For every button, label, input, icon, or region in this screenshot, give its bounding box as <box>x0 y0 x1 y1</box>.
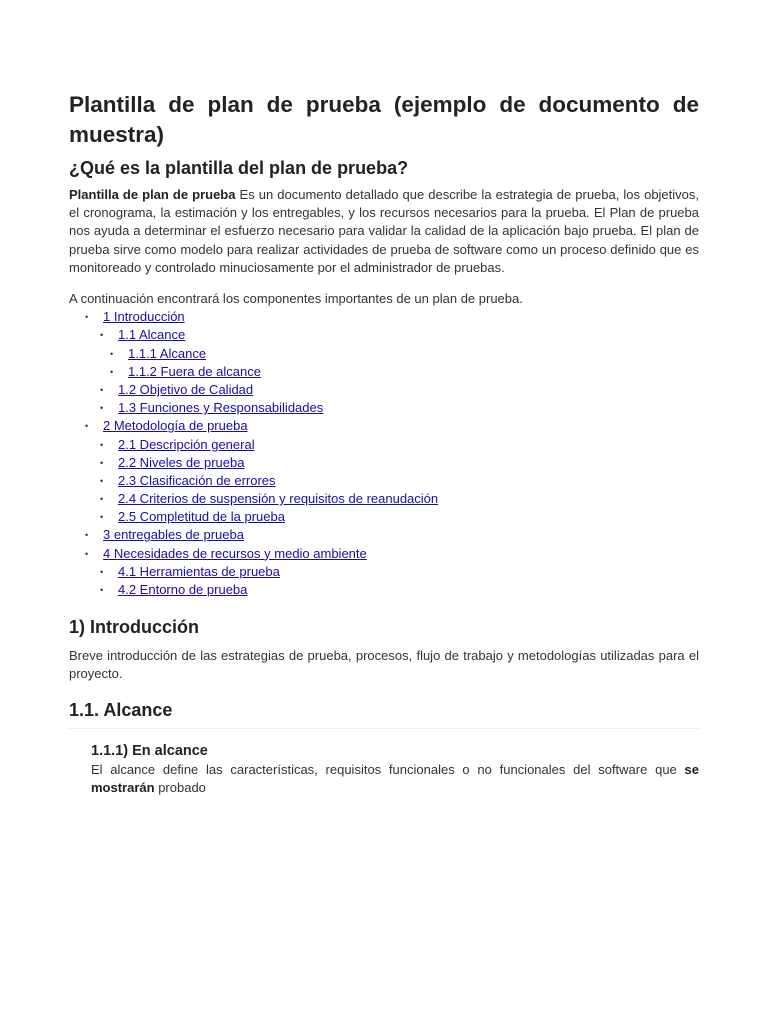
en-alcance-text-a: El alcance define las características, requisitos funcionales o no funcionales del software que <box>91 761 685 777</box>
toc-link-clasificacion-errores[interactable]: 2.3 Clasificación de errores <box>118 472 276 488</box>
intro-paragraph <box>69 186 699 277</box>
toc-item <box>69 326 699 344</box>
toc-link-necesidades-recursos[interactable]: 4 Necesidades de recursos y medio ambiente <box>103 545 367 561</box>
toc-item <box>69 345 699 363</box>
toc-link-objetivo-calidad[interactable]: 1.2 Objetivo de Calidad <box>118 381 254 397</box>
toc-link-alcance[interactable]: 1.1 Alcance <box>118 327 186 343</box>
intro-bold-term: Plantilla de plan de prueba <box>69 187 236 202</box>
section-heading-alcance: 1.1. Alcance <box>69 698 699 729</box>
section-heading-introduccion: 1) Introducción <box>69 617 199 638</box>
intro-text: Es un documento detallado que describe la estrategia de prueba, los objetivos, el cronograma, la estimación y los entregables, y los recursos necesarios para la prueba. El Plan de prueba nos ayuda a determinar el esfuerzo necesario para validar la calidad de la aplicación bajo prueba. El plan de prueba sirve como modelo para realizar actividades de prueba de software como un proceso definido que es monitoreado y controlado minuciosamente por el administrador de pruebas. <box>69 187 700 275</box>
toc-item <box>69 454 699 472</box>
toc-link-metodologia[interactable]: 2 Metodología de prueba <box>103 418 248 434</box>
toc-link-funciones[interactable]: 1.3 Funciones y Responsabilidades <box>118 400 324 416</box>
section-text-introduccion: Breve introducción de las estrategias de prueba, procesos, flujo de trabajo y metodologías utilizadas para el proyecto. <box>69 648 699 682</box>
subsection-text-en-alcance <box>91 761 699 797</box>
subsection-en-alcance <box>91 741 699 797</box>
en-alcance-bold: se mostrarán <box>91 761 699 795</box>
toc-item <box>69 436 699 454</box>
subsection-heading-en-alcance: 1.1.1) En alcance <box>91 742 208 759</box>
toc-link-completitud[interactable]: 2.5 Completitud de la prueba <box>118 509 285 525</box>
toc-item <box>69 508 699 526</box>
toc-item <box>69 563 699 581</box>
question-heading: ¿Qué es la plantilla del plan de prueba? <box>69 158 409 178</box>
document-page <box>69 90 699 797</box>
toc-intro-text: A continuación encontrará los componentes importantes de un plan de prueba. <box>69 291 523 307</box>
toc-link-descripcion-general[interactable]: 2.1 Descripción general <box>118 436 255 452</box>
toc-item <box>69 526 699 544</box>
toc-link-introduccion[interactable]: 1 Introducción <box>103 309 185 325</box>
toc-link-entregables[interactable]: 3 entregables de prueba <box>103 527 244 543</box>
toc-link-alcance-1-1-1[interactable]: 1.1.1 Alcance <box>128 345 207 361</box>
toc-item <box>69 308 699 326</box>
toc-item <box>69 381 699 399</box>
toc-item <box>69 399 699 417</box>
toc-item <box>69 581 699 599</box>
document-title: Plantilla de plan de prueba (ejemplo de documento de muestra) <box>69 92 699 147</box>
toc-link-herramientas[interactable]: 4.1 Herramientas de prueba <box>118 563 280 579</box>
en-alcance-text-b: probado <box>154 779 206 795</box>
table-of-contents-part-1 <box>69 308 699 472</box>
toc-item <box>69 363 699 381</box>
table-of-contents-part-2 <box>69 472 699 599</box>
toc-item <box>69 417 699 435</box>
toc-link-entorno[interactable]: 4.2 Entorno de prueba <box>118 582 248 598</box>
toc-link-niveles-de-prueba[interactable]: 2.2 Niveles de prueba <box>118 454 245 470</box>
toc-link-fuera-de-alcance[interactable]: 1.1.2 Fuera de alcance <box>128 363 261 379</box>
toc-link-criterios-suspension[interactable]: 2.4 Criterios de suspensión y requisitos de reanudación <box>118 491 439 507</box>
toc-item <box>69 472 699 490</box>
toc-item <box>69 545 699 563</box>
toc-item <box>69 490 699 508</box>
